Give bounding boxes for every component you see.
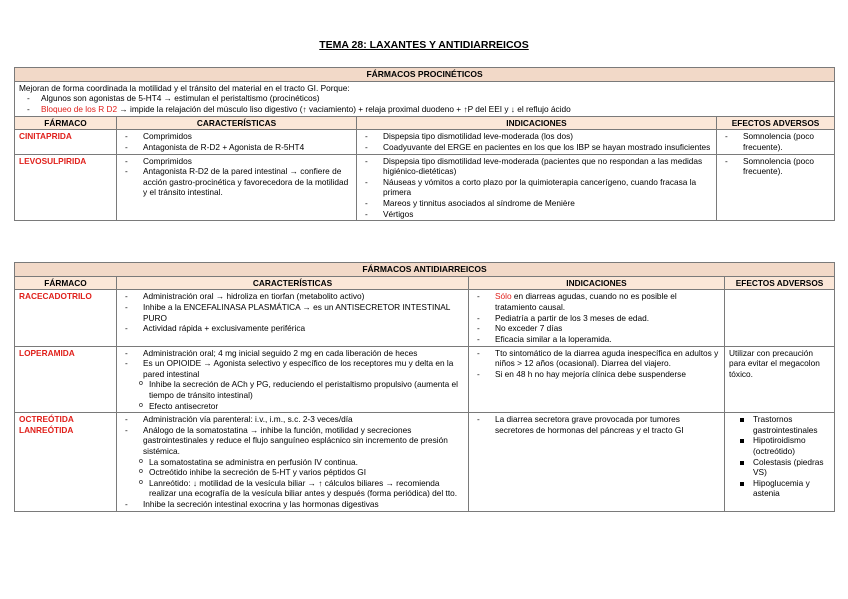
list-item: - Antagonista de R-D2 + Agonista de R-5HT4	[121, 142, 352, 153]
list-item: Hipoglucemia y astenia	[729, 478, 830, 499]
bloqueo-text: → impide la relajación del músculo liso digestivo (↑ vaciamiento) + relaja proximal duodeno + ↑P del EEI y ↓ el reflujo ácido	[117, 104, 571, 115]
drug-name: RACECADOTRILO	[15, 290, 117, 346]
list-item: - Somnolencia (poco frecuente).	[721, 131, 830, 152]
list-item: - Náuseas y vómitos a corto plazo por la quimioterapia cancerígeno, cuando fracasa la primera	[361, 177, 712, 198]
list-item: o Octreótido inhibe la secreción de 5-HT y varios péptidos GI	[121, 467, 464, 478]
list-item: - Vértigos	[361, 209, 712, 220]
intro-bullet-bloqueo	[19, 104, 830, 115]
table-row	[15, 346, 835, 413]
list-item: - Eficacia similar a la loperamida.	[473, 334, 720, 345]
intro-text: Mejoran de forma coordinada la motilidad y el tránsito del material en el tracto GI. Porque:	[19, 82, 350, 93]
list-item: - Coadyuvante del ERGE en pacientes en los que los IBP se hayan mostrado insuficientes	[361, 142, 712, 153]
list-item: - Somnolencia (poco frecuente).	[721, 156, 830, 177]
indicaciones-cell	[469, 346, 725, 413]
efectos-cell	[717, 154, 835, 221]
col-indicaciones: INDICACIONES	[469, 276, 725, 290]
list-item: o La somatostatina se administra en perfusión IV continua.	[121, 457, 464, 468]
col-farmaco: FÁRMACO	[15, 116, 117, 130]
procineticos-table	[14, 67, 835, 221]
col-indicaciones: INDICACIONES	[357, 116, 717, 130]
col-caracteristicas: CARACTERÍSTICAS	[117, 276, 469, 290]
indicaciones-cell	[357, 130, 717, 154]
caracteristicas-cell	[117, 346, 469, 413]
drug-name	[15, 413, 117, 511]
drug-name-lanreotida: LANREÓTIDA	[19, 424, 74, 435]
col-caracteristicas: CARACTERÍSTICAS	[117, 116, 357, 130]
list-item: Colestasis (piedras VS)	[729, 457, 830, 478]
efectos-cell	[717, 130, 835, 154]
antidiarreicos-header: FÁRMACOS ANTIDIARREICOS	[15, 263, 835, 277]
procineticos-intro	[15, 81, 835, 116]
col-farmaco: FÁRMACO	[15, 276, 117, 290]
list-item: - Antagonista R-D2 de la pared intestinal → confiere de acción gastro-procinética y favorecedora de la motilidad y el tránsito intestinal.	[121, 166, 352, 198]
bloqueo-label: Bloqueo de los R D2	[41, 104, 118, 115]
caracteristicas-cell	[117, 154, 357, 221]
antidiarreicos-table	[14, 262, 835, 512]
table-row	[15, 413, 835, 511]
list-item: Hipotiroidismo (octreótido)	[729, 435, 830, 456]
indicaciones-cell	[469, 413, 725, 511]
list-item: - Comprimidos	[121, 131, 352, 142]
indicaciones-cell	[469, 290, 725, 346]
col-efectos: EFECTOS ADVERSOS	[717, 116, 835, 130]
list-item: - Comprimidos	[121, 156, 352, 167]
list-item: - Inhibe a la ENCEFALINASA PLASMÁTICA → es un ANTISECRETOR INTESTINAL PURO	[121, 302, 464, 323]
list-item: o Inhibe la secreción de ACh y PG, reduciendo el peristaltismo propulsivo (aumenta el tiempo de tránsito intestinal)	[121, 379, 464, 400]
solo-label: Sólo	[495, 291, 512, 302]
table-row	[15, 130, 835, 154]
list-item: - Administración oral; 4 mg inicial seguido 2 mg en cada liberación de heces	[121, 348, 464, 359]
list-item: - Tto sintomático de la diarrea aguda inespecífica en adultos y niños > 12 años (ocasional). Diarrea del viajero.	[473, 348, 720, 369]
list-item: - Mareos y tinnitus asociados al síndrome de Menière	[361, 198, 712, 209]
col-efectos: EFECTOS ADVERSOS	[725, 276, 835, 290]
efectos-cell	[725, 413, 835, 511]
caracteristicas-cell	[117, 290, 469, 346]
caracteristicas-cell	[117, 413, 469, 511]
list-item: o Lanreótido: ↓ motilidad de la vesícula biliar → ↑ cálculos biliares → recomienda realizar una ecografía de la vesícula biliar antes y después (forma periódica) del tto.	[121, 478, 464, 499]
list-item: - Dispepsia tipo dismotilidad leve-moderada (pacientes que no respondan a las medidas higiénico-dietéticas)	[361, 156, 712, 177]
list-item: - Administración vía parenteral: i.v., i.m., s.c. 2-3 veces/día	[121, 414, 464, 425]
drug-name: CINITAPRIDA	[15, 130, 117, 154]
list-item	[473, 291, 720, 312]
drug-name: LEVOSULPIRIDA	[15, 154, 117, 221]
list-item: - Es un OPIOIDE → Agonista selectivo y específico de los receptores mu y delta en la pared intestinal	[121, 358, 464, 379]
list-item: - Actividad rápida + exclusivamente periférica	[121, 323, 464, 334]
intro-bullet-agonistas: - Algunos son agonistas de 5-HT4 → estimulan el peristaltismo (procinéticos)	[19, 93, 830, 104]
list-item: - Dispepsia tipo dismotilidad leve-moderada (los dos)	[361, 131, 712, 142]
table-row	[15, 290, 835, 346]
list-item: - Análogo de la somatostatina → inhibe la función, motilidad y secreciones gastrointestinales y reduce el flujo sanguíneo esplácnico sin incremento de presión sistémica.	[121, 425, 464, 457]
indicaciones-cell	[357, 154, 717, 221]
list-item: o Efecto antisecretor	[121, 401, 464, 412]
drug-name: LOPERAMIDA	[15, 346, 117, 413]
solo-text: en diarreas agudas, cuando no es posible el tratamiento causal.	[495, 291, 677, 313]
list-item: - Pediatría a partir de los 3 meses de edad.	[473, 313, 720, 324]
table-row	[15, 154, 835, 221]
list-item: Trastornos gastrointestinales	[729, 414, 830, 435]
list-item: - Inhibe la secreción intestinal exocrina y las hormonas digestivas	[121, 499, 464, 510]
list-item: - Si en 48 h no hay mejoría clínica debe suspenderse	[473, 369, 720, 380]
drug-name-octreotida: OCTREÓTIDA	[19, 414, 74, 425]
caracteristicas-cell	[117, 130, 357, 154]
page-title: TEMA 28: LAXANTES Y ANTIDIARREICOS	[319, 39, 529, 51]
efectos-cell	[725, 290, 835, 346]
list-item: - No exceder 7 días	[473, 323, 720, 334]
list-item: - La diarrea secretora grave provocada por tumores secretores de hormonas del páncreas y el tracto GI	[473, 414, 720, 435]
procineticos-header: FÁRMACOS PROCINÉTICOS	[15, 68, 835, 82]
list-item: - Administración oral → hidroliza en tiorfan (metabolito activo)	[121, 291, 464, 302]
efectos-cell: Utilizar con precaución para evitar el megacolon tóxico.	[725, 346, 835, 413]
